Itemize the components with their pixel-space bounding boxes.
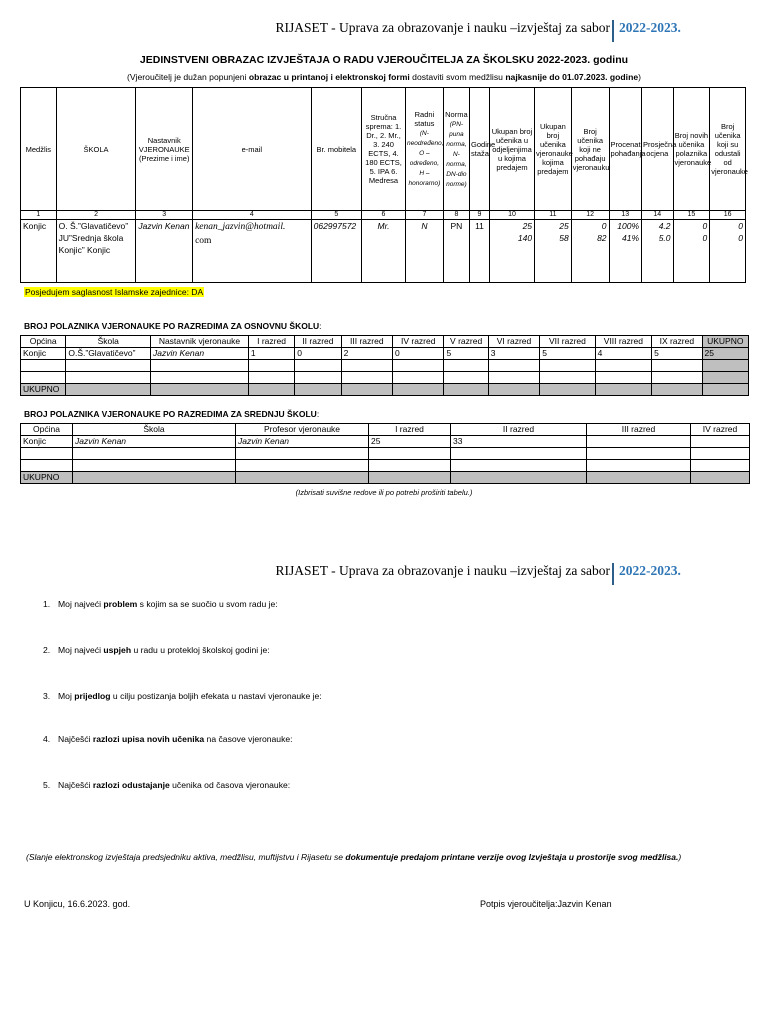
table-row	[21, 372, 749, 384]
teacher-cell: Jazvin Kenan	[136, 220, 193, 283]
table-cell: 0	[295, 348, 341, 360]
col-number: 15	[673, 211, 710, 220]
col-header: Ukupan broj učenika u odjeljenjima u kojima predajem	[489, 88, 534, 211]
table-cell: 2	[341, 348, 392, 360]
col-header: II razred	[295, 336, 341, 348]
col-header: V razred	[444, 336, 488, 348]
col-header: Broj učenika koji su odustali od vjeronauke	[710, 88, 746, 211]
table-row	[21, 460, 750, 472]
religion-students-cell: 25 58	[535, 220, 572, 283]
col-number: 13	[609, 211, 642, 220]
table-cell	[587, 436, 691, 448]
col-number: 9	[470, 211, 490, 220]
table-cell: Konjic	[21, 436, 73, 448]
medzlis-cell: Konjic	[21, 220, 57, 283]
header-year: 2022-2023.	[619, 20, 681, 35]
dropped-students-cell: 0 0	[710, 220, 746, 283]
status-cell: N	[406, 220, 444, 283]
table-cell: 1	[248, 348, 294, 360]
col-number: 14	[642, 211, 673, 220]
col-header: Norma (PN-puna norma, N- norma, DN-dio norme)	[443, 88, 469, 211]
col-header: Ukupan broj učenika vjeronauke kojima predajem	[535, 88, 572, 211]
school-cell: O. Š.”Glavatičevo” JU”Srednja škola Konjic” Konjic	[56, 220, 136, 283]
col-number: 4	[193, 211, 312, 220]
new-students-cell: 0 0	[673, 220, 710, 283]
col-header: e-mail	[193, 88, 312, 211]
table-cell: 0	[393, 348, 444, 360]
col-header: Škola	[66, 336, 151, 348]
table-cell: Konjic	[21, 348, 66, 360]
header-row	[21, 336, 749, 348]
col-number: 16	[710, 211, 746, 220]
degree-cell: Mr.	[361, 220, 405, 283]
table-cell: 25	[702, 348, 748, 360]
total-students-cell: 25 140	[489, 220, 534, 283]
col-header: Općina	[21, 336, 66, 348]
teacher-signature: Potpis vjeroučitelja:Jazvin Kenan	[480, 899, 612, 909]
form-title: JEDINSTVENI OBRAZAC IZVJEŠTAJA O RADU VJEROUČITELJA ZA ŠKOLSKU 2022-2023. godinu	[139, 54, 629, 66]
non-attending-cell: 0 82	[571, 220, 609, 283]
page-header-2	[0, 563, 768, 585]
header-divider	[612, 20, 614, 42]
submission-note: (Slanje elektronskog izvještaja predsjedniku aktiva, medžlisu, muftijstvu i Rijasetu se dokumentuje predajom printane verzije ovog Izvještaja u prostorije svog medžlisa.)	[26, 852, 682, 862]
col-header: Radni status (N- neodređeno, O – određeno, H – honorarno)	[406, 88, 444, 211]
col-header: Nastavnik vjeronauke	[151, 336, 249, 348]
table-cell: 4	[595, 348, 651, 360]
col-header: VIII razred	[595, 336, 651, 348]
percent-cell: 100% 41%	[609, 220, 642, 283]
table-row	[21, 348, 749, 360]
question-item: 2. Moj najveći uspjeh u radu u protekloj školskoj godini je:	[43, 645, 270, 655]
table-cell: Jazvin Kenan	[73, 436, 236, 448]
col-header: ŠKOLA	[56, 88, 136, 211]
col-header: Procenat pohađanja	[609, 88, 642, 211]
header-row	[21, 88, 746, 211]
col-header: Škola	[73, 424, 236, 436]
header-year: 2022-2023.	[619, 563, 681, 578]
col-header: UKUPNO	[702, 336, 748, 348]
total-label: UKUPNO	[21, 384, 66, 396]
total-row	[21, 384, 749, 396]
col-header: Godine staža	[470, 88, 490, 211]
header-title: RIJASET - Uprava za obrazovanje i nauku –izvještaj za sabor	[275, 20, 610, 35]
col-number: 6	[361, 211, 405, 220]
teacher-report-table	[20, 87, 746, 283]
grade-cell: 4.2 5.0	[642, 220, 673, 283]
table-cell: Jazvin Kenan	[151, 348, 249, 360]
col-number: 7	[406, 211, 444, 220]
email-cell: kenan_jazvin@hotmail. com	[193, 220, 312, 283]
primary-school-section-title: BROJ POLAZNIKA VJERONAUKE PO RAZREDIMA ZA OSNOVNU ŠKOLU:	[24, 321, 322, 331]
secondary-school-section-title: BROJ POLAZNIKA VJERONAUKE PO RAZREDIMA ZA SREDNJU ŠKOLU:	[24, 409, 320, 419]
col-header: IV razred	[691, 424, 750, 436]
col-number: 3	[136, 211, 193, 220]
total-label: UKUPNO	[21, 472, 73, 484]
place-date: U Konjicu, 16.6.2023. god.	[24, 899, 131, 909]
table-cell	[691, 436, 750, 448]
total-row	[21, 472, 750, 484]
col-header: I razred	[248, 336, 294, 348]
col-number: 10	[489, 211, 534, 220]
header-row	[21, 424, 750, 436]
primary-school-table	[20, 335, 749, 396]
col-header: IX razred	[652, 336, 702, 348]
table-cell: 5	[652, 348, 702, 360]
header-divider	[612, 563, 614, 585]
table-cell: 5	[444, 348, 488, 360]
secondary-school-table	[20, 423, 750, 484]
col-header: Nastavnik VJERONAUKE (Prezime i ime)	[136, 88, 193, 211]
table-cell: 25	[369, 436, 451, 448]
col-header: Prosječna ocjena	[642, 88, 673, 211]
table-row	[21, 436, 750, 448]
col-header: VII razred	[540, 336, 595, 348]
col-header: IV razred	[393, 336, 444, 348]
form-subtitle: (Vjeroučitelj je dužan popunjeni obrazac u printanoj i elektronskoj formi dostaviti svom medžlisu najkasnije do 01.07.2023. godine)	[127, 72, 641, 82]
consent-note: Posjedujem saglasnost Islamske zajednice: DA	[25, 287, 204, 297]
col-header: Profesor vjeronauke	[236, 424, 369, 436]
table-row	[21, 360, 749, 372]
col-header: Br. mobitela	[311, 88, 361, 211]
question-item: 4. Najčešći razlozi upisa novih učenika na časove vjeronauke:	[43, 734, 293, 744]
question-item: 5. Najčešći razlozi odustajanje učenika od časova vjeronauke:	[43, 780, 291, 790]
col-header: Broj učenika koji ne pohađaju vjeronauku	[571, 88, 609, 211]
table-note: (Izbrisati suvišne redove ili po potrebi proširiti tabelu.)	[295, 488, 473, 497]
col-header: Stručna sprema: 1. Dr., 2. Mr., 3. 240 ECTS, 4. 180 ECTS, 5. IPA 6. Medresa	[361, 88, 405, 211]
norma-cell: PN	[443, 220, 469, 283]
question-item: 1. Moj najveći problem s kojim sa se suočio u svom radu je:	[43, 599, 278, 609]
staz-cell: 11	[470, 220, 490, 283]
col-number: 8	[443, 211, 469, 220]
col-header: Medžlis	[21, 88, 57, 211]
col-number: 5	[311, 211, 361, 220]
col-number: 1	[21, 211, 57, 220]
question-item: 3. Moj prijedlog u cilju postizanja boljih efekata u nastavi vjeronauke je:	[43, 691, 322, 701]
col-header: III razred	[587, 424, 691, 436]
col-number: 2	[56, 211, 136, 220]
column-number-row	[21, 211, 746, 220]
col-header: Općina	[21, 424, 73, 436]
table-cell: 5	[540, 348, 595, 360]
mobile-cell: 062997572	[311, 220, 361, 283]
col-header: I razred	[369, 424, 451, 436]
table-cell: 33	[451, 436, 587, 448]
table-cell: 3	[488, 348, 539, 360]
table-cell: O.Š.”Glavatičevo”	[66, 348, 151, 360]
col-header: Broj novih učenika polaznika vjeronauke	[673, 88, 710, 211]
col-header: VI razred	[488, 336, 539, 348]
header-title: RIJASET - Uprava za obrazovanje i nauku –izvještaj za sabor	[275, 563, 610, 578]
col-header: III razred	[341, 336, 392, 348]
col-number: 11	[535, 211, 572, 220]
col-number: 12	[571, 211, 609, 220]
table-row	[21, 220, 746, 283]
col-header: II razred	[451, 424, 587, 436]
table-row	[21, 448, 750, 460]
page-header	[0, 20, 768, 42]
table-cell: Jazvin Kenan	[236, 436, 369, 448]
